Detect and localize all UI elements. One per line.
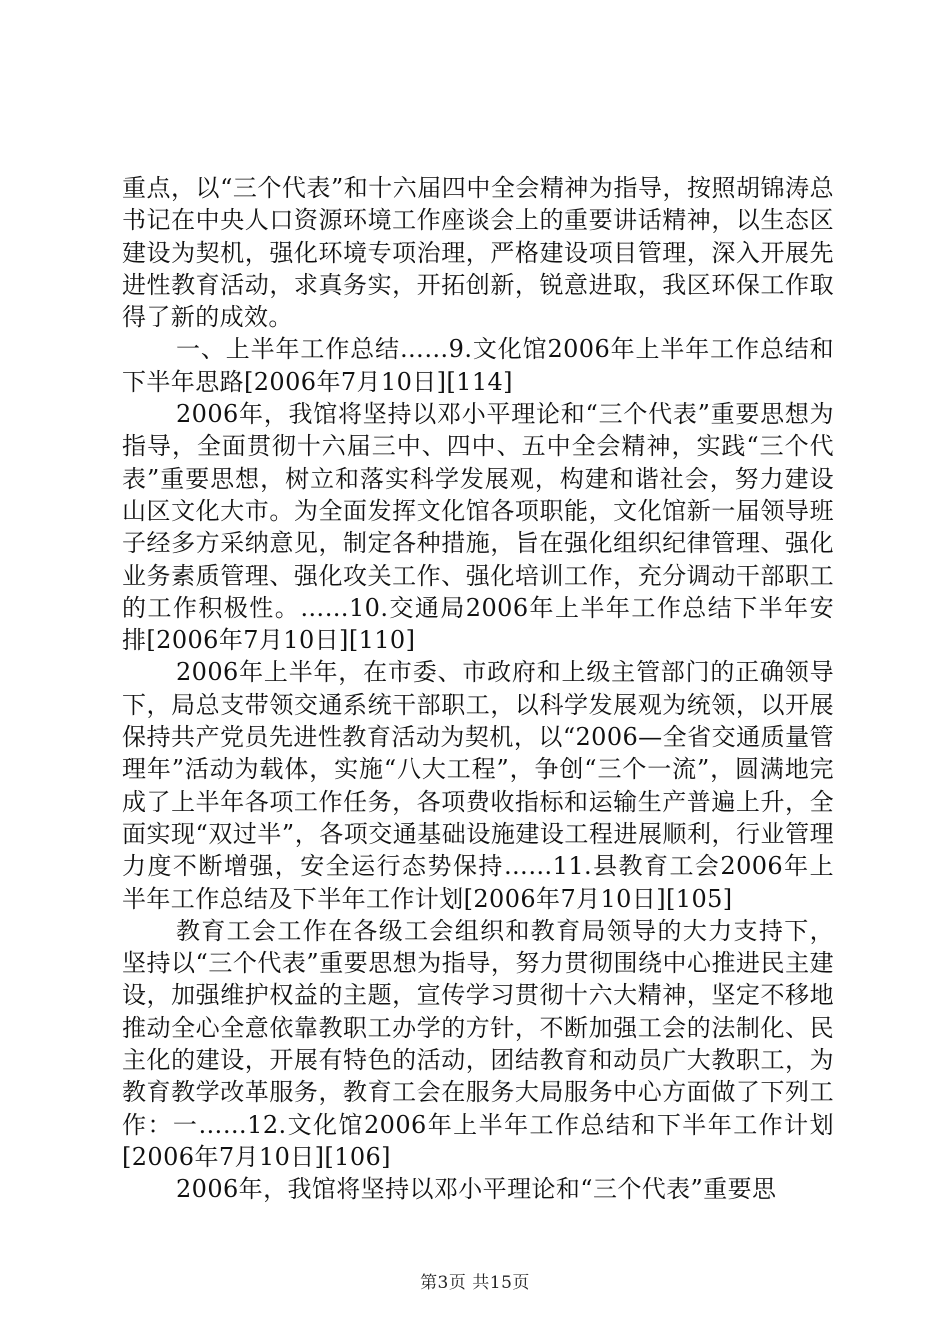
paragraph-environment-summary: 重点，以“三个代表”和十六届四中全会精神为指导，按照胡锦涛总书记在中央人口资源环境工作座谈会上的重要讲话精神，以生态区建设为契机，强化环境专项治理，严格建设项目管理，深入开展先进性教育活动，求真务实，开拓创新，锐意进取，我区环保工作取得了新的成效。: [122, 174, 834, 332]
paragraph-transport-bureau: 2006年上半年，在市委、市政府和上级主管部门的正确领导下，局总支带领交通系统干部职工，以科学发展观为统领，以开展保持共产党员先进性教育活动为契机，以“2006—全省交通质量管理年”活动为载体，实施“八大工程”，争创“三个一流”，圆满地完成了上半年各项工作任务，各项费收指标和运输生产普遍上升，全面实现“双过半”，各项交通基础设施建设工程进展顺利，行业管理力度不断增强，安全运行态势保持……11.县教育工会2006年上半年工作总结及下半年工作计划[2006年7月10日][105]: [122, 658, 834, 913]
paragraph-education-union: 教育工会工作在各级工会组织和教育局领导的大力支持下，坚持以“三个代表”重要思想为指导，努力贯彻围绕中心推进民主建设，加强维护权益的主题，宣传学习贯彻十六大精神，坚定不移地推动全心全意依靠教职工办学的方针，不断加强工会的法制化、民主化的建设，开展有特色的活动，团结教育和动员广大教职工，为教育教学改革服务，教育工会在服务大局服务中心方面做了下列工作：一……12.文化馆2006年上半年工作总结和下半年工作计划[2006年7月10日][106]: [122, 916, 834, 1171]
page-number-footer: 第3页 共15页: [420, 1273, 530, 1293]
body-text: [122, 172, 834, 1206]
paragraph-culture-center-body: 2006年，我馆将坚持以邓小平理论和“三个代表”重要思想为指导，全面贯彻十六届三中、四中、五中全会精神，实践“三个代表”重要思想，树立和落实科学发展观，构建和谐社会，努力建设山区文化大市。为全面发挥文化馆各项职能，文化馆新一届领导班子经多方采纳意见，制定各种措施，旨在强化组织纪律管理、强化业务素质管理、强化攻关工作、强化培训工作，充分调动干部职工的工作积极性。……10.交通局2006年上半年工作总结下半年安排[2006年7月10日][110]: [122, 400, 834, 655]
paragraph-culture-center-heading: 一、上半年工作总结……9.文化馆2006年上半年工作总结和下半年思路[2006年7月10日][114]: [122, 335, 834, 396]
paragraph-culture-center-continued: 2006年，我馆将坚持以邓小平理论和“三个代表”重要思: [176, 1175, 777, 1204]
